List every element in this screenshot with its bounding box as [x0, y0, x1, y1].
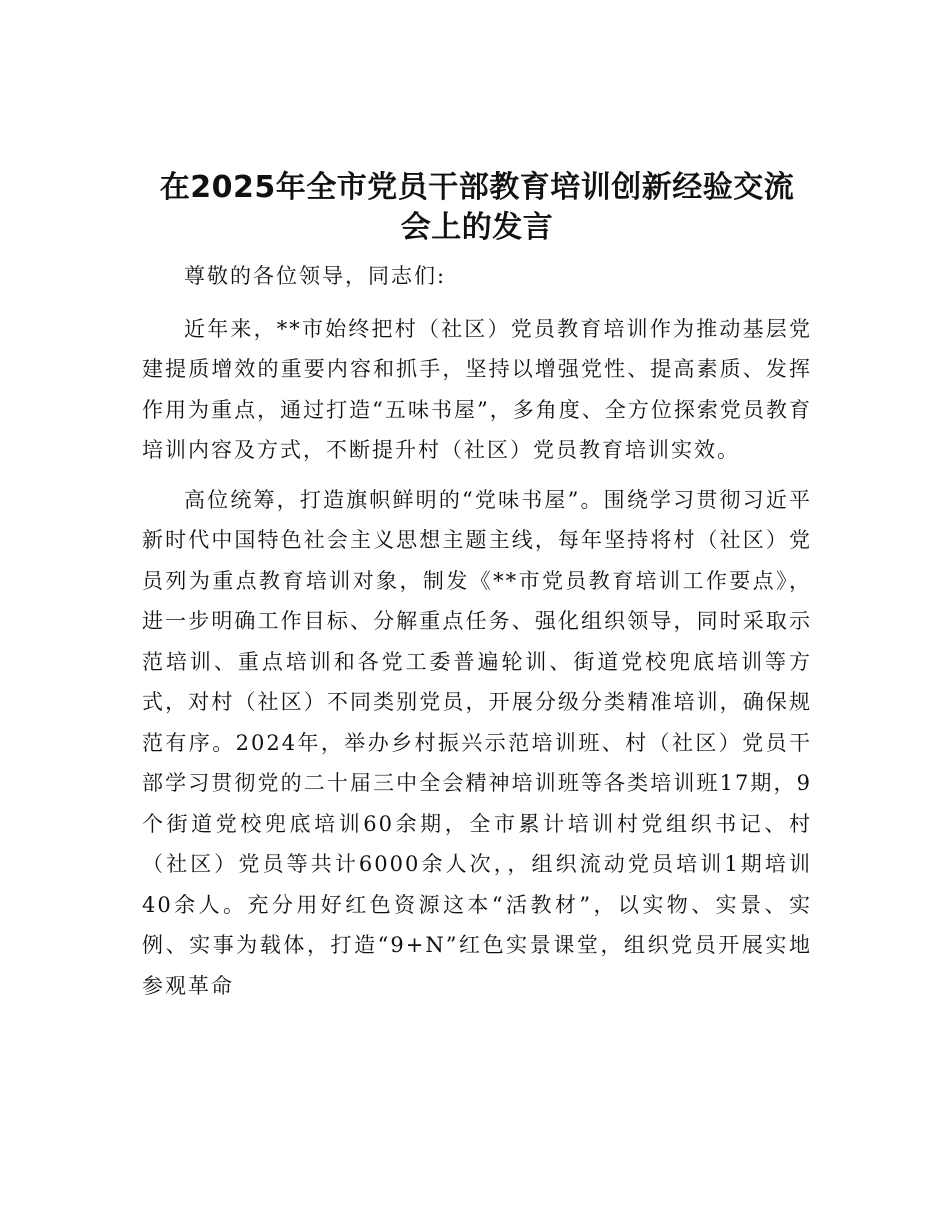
document-title [142, 168, 812, 248]
paragraph-intro: 近年来，**市始终把村（社区）党员教育培训作为推动基层党建提质增效的重要内容和抓手，坚持以增强党性、提高素质、发挥作用为重点，通过打造“五味书屋”，多角度、全方位探索党员教育培训内容及方式，不断提升村（社区）党员教育培训实效。 [142, 316, 812, 462]
document-body [142, 168, 812, 1006]
title-line-1: 在2025年全市党员干部教育培训创新经验交流 [159, 170, 795, 205]
greeting: 尊敬的各位领导，同志们: [184, 264, 447, 288]
title-line-2: 会上的发言 [400, 210, 554, 245]
paragraph-party-flavor-bookhouse: 高位统筹，打造旗帜鲜明的“党味书屋”。围绕学习贯彻习近平新时代中国特色社会主义思想主题主线，每年坚持将村（社区）党员列为重点教育培训对象，制发《**市党员教育培训工作要点》，进一步明确工作目标、分解重点任务、强化组织领导，同时采取示范培训、重点培训和各党工委普遍轮训、街道党校兜底培训等方式，对村（社区）不同类别党员，开展分级分类精准培训，确保规范有序。2024年，举办乡村振兴示范培训班、村（社区）党员干部学习贯彻党的二十届三中全会精神培训班等各类培训班17期，9个街道党校兜底培训60余期，全市累计培训村党组织书记、村（社区）党员等共计6000余人次，，组织流动党员培训1期培训40余人。充分用好红色资源这本“活教材”，以实物、实景、实例、实事为载体，打造“9+N”红色实景课堂，组织党员开展实地参观革命 [142, 487, 812, 998]
